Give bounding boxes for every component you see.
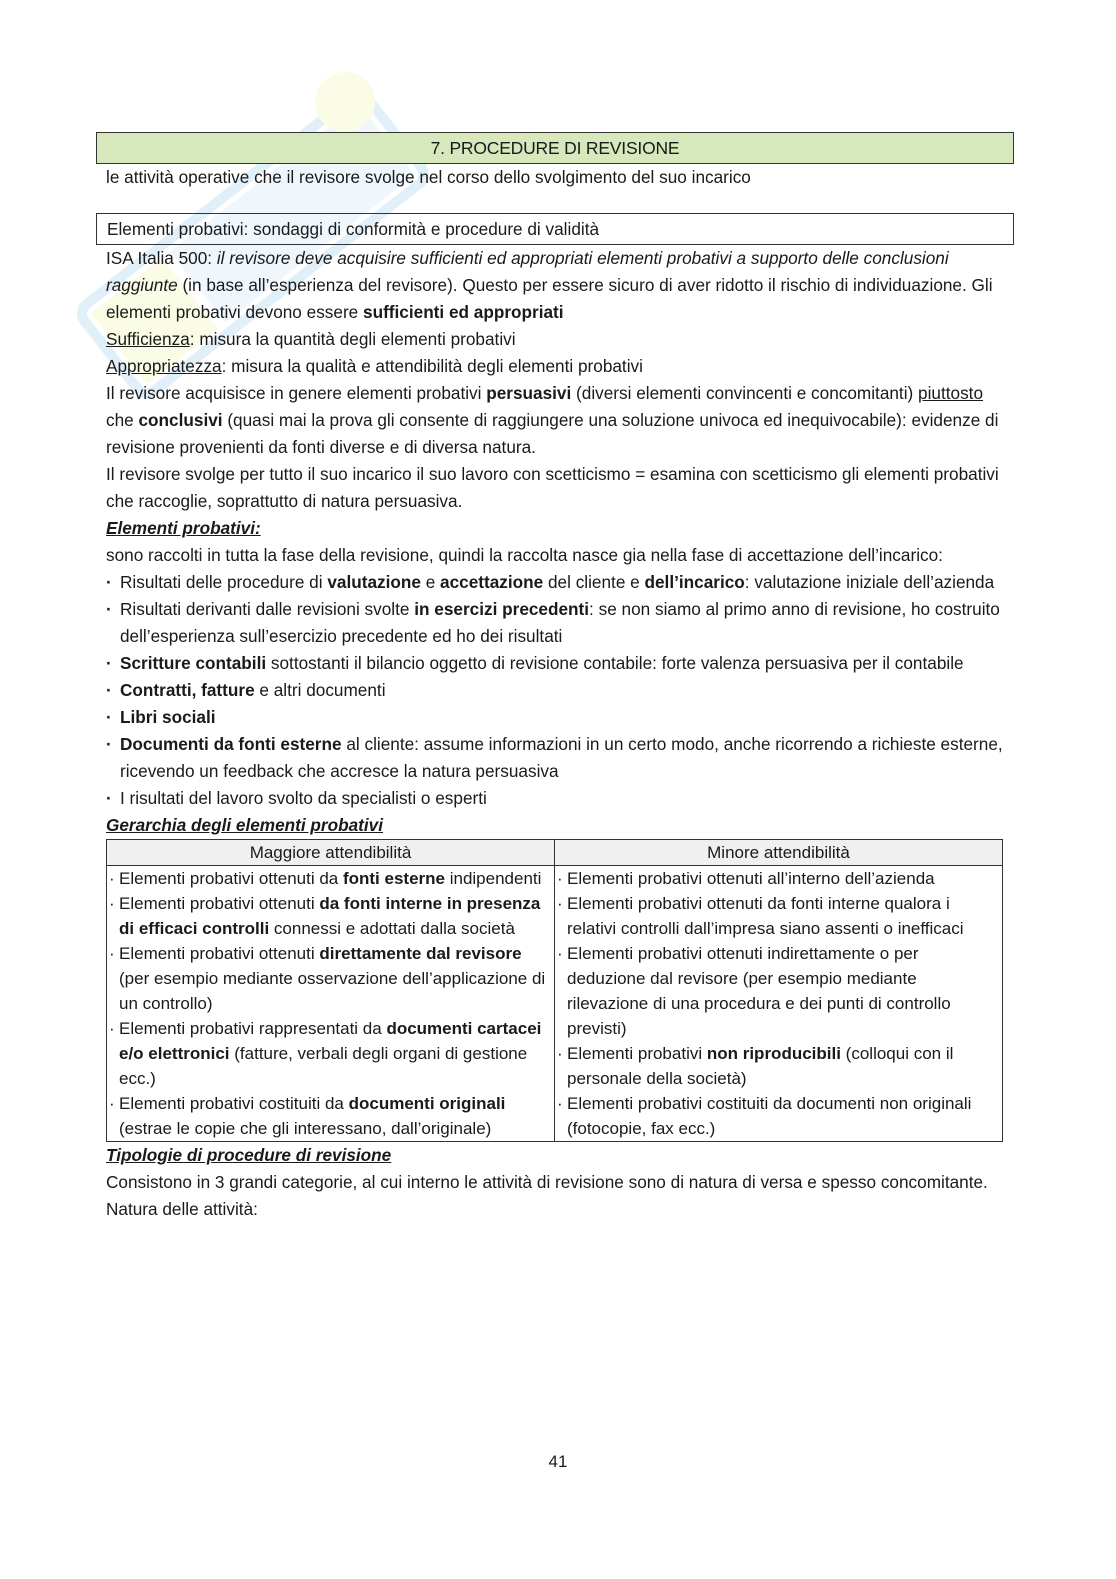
scetticismo-paragraph: Il revisore svolge per tutto il suo incarico il suo lavoro con scetticismo = esamina con scetticismo gli elementi probativi che raccoglie, soprattutto di natura persuasiva. [106,464,999,511]
list-item: · I risultati del lavoro svolto da specialisti o esperti [106,785,1014,812]
chapter-title: 7. PROCEDURE DI REVISIONE [96,132,1014,164]
table-list-item: · Elementi probativi ottenuti indirettamente o per deduzione dal revisore (per esempio mediante rilevazione di una procedura e dei punti di controllo previsti) [557,941,998,1041]
elementi-heading: Elementi probativi: [106,518,261,538]
document-body [96,132,1014,1223]
sufficienza-definition: Sufficienza: misura la quantità degli elementi probativi [106,329,516,349]
list-item: · Risultati delle procedure di valutazione e accettazione del cliente e dell’incarico: valutazione iniziale dell’azienda [106,569,1014,596]
elementi-intro: sono raccolti in tutta la fase della revisione, quindi la raccolta nasce gia nella fase di accettazione dell’incarico: [106,545,943,565]
tipologie-text: Consistono in 3 grandi categorie, al cui interno le attività di revisione sono di natura di versa e spesso concomitante. [106,1172,988,1192]
persuasivi-paragraph: Il revisore acquisisce in genere elementi probativi persuasivi (diversi elementi convincenti e concomitanti) piuttosto che conclusivi (quasi mai la prova gli consente di raggiungere una soluzione univoca ed inequivocabile): evidenze di revisione provenienti da fonti diverse e di diversa natura. [106,383,999,457]
page-number: 41 [548,1452,568,1471]
section-heading: Elementi probativi: sondaggi di conformità e procedure di validità [96,213,1014,245]
column-header-maggiore: Maggiore attendibilità [107,840,555,866]
table-list-item: · Elementi probativi costituiti da documenti non originali (fotocopie, fax ecc.) [557,1091,998,1141]
column-header-minore: Minore attendibilità [555,840,1003,866]
list-item: · Libri sociali [106,704,1014,731]
table-list-item: · Elementi probativi ottenuti da fonti interne in presenza di efficaci controlli connessi e adottati dalla società [109,891,550,941]
table-list-item: · Elementi probativi ottenuti da fonti interne qualora i relativi controlli dall’impresa siano assenti o inefficaci [557,891,998,941]
list-item: · Risultati derivanti dalle revisioni svolte in esercizi precedenti: se non siamo al primo anno di revisione, ho costruito dell’esperienza sull’esercizio precedente ed ho dei risultati [106,596,1014,650]
gerarchia-heading: Gerarchia degli elementi probativi [106,815,383,835]
table-list-item: · Elementi probativi costituiti da documenti originali (estrae le copie che gli interessano, dall’originale) [109,1091,550,1141]
table-list-item: · Elementi probativi ottenuti direttamente dal revisore (per esempio mediante osservazione dell’applicazione di un controllo) [109,941,550,1016]
table-list-item: · Elementi probativi non riproducibili (colloqui con il personale della società) [557,1041,998,1091]
natura-label: Natura delle attività: [106,1199,258,1219]
table-list-item: · Elementi probativi ottenuti da fonti esterne indipendenti [109,866,550,891]
intro-text: le attività operative che il revisore svolge nel corso dello svolgimento del suo incarico [106,167,751,187]
appropriatezza-definition: Appropriatezza: misura la qualità e attendibilità degli elementi probativi [106,356,643,376]
maggiore-cell [107,866,555,1142]
gerarchia-table [106,839,1003,1142]
list-item: · Scritture contabili sottostanti il bilancio oggetto di revisione contabile: forte valenza persuasiva per il contabile [106,650,1014,677]
list-item: · Contratti, fatture e altri documenti [106,677,1014,704]
table-list-item: · Elementi probativi ottenuti all’interno dell’azienda [557,866,998,891]
tipologie-heading: Tipologie di procedure di revisione [106,1145,392,1165]
elementi-list [96,569,1014,812]
isa-paragraph: ISA Italia 500: il revisore deve acquisire sufficienti ed appropriati elementi probativi a supporto delle conclusioni raggiunte (in base all’esperienza del revisore). Questo per essere sicuro di aver ridotto il rischio di individuazione. Gli elementi probativi devono essere sufficienti ed appropriati [106,248,993,322]
minore-cell [555,866,1003,1142]
table-list-item: · Elementi probativi rappresentati da documenti cartacei e/o elettronici (fatture, verbali degli organi di gestione ecc.) [109,1016,550,1091]
list-item: · Documenti da fonti esterne al cliente: assume informazioni in un certo modo, anche ricorrendo a richieste esterne, ricevendo un feedback che accresce la natura persuasiva [106,731,1014,785]
